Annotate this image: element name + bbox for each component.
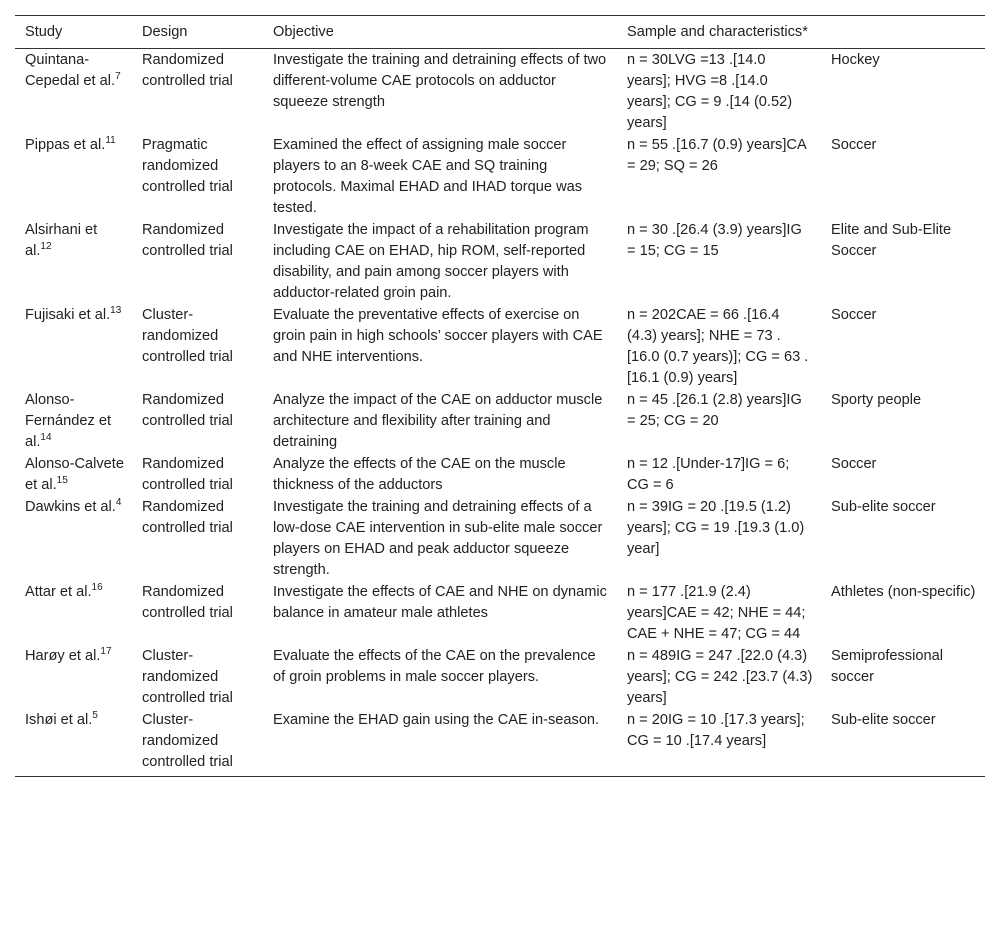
cell-design: Randomized controlled trial bbox=[142, 584, 233, 621]
cell-objective: Evaluate the effects of the CAE on the prevalence of groin problems in male soccer players. bbox=[273, 648, 596, 685]
cell-design: Randomized controlled trial bbox=[142, 456, 233, 493]
reference-number: 16 bbox=[91, 582, 103, 594]
cell-objective: Examine the EHAD gain using the CAE in-season. bbox=[273, 712, 600, 728]
study-name: Attar et al. bbox=[25, 584, 92, 600]
table-row bbox=[15, 134, 985, 219]
cell-design: Randomized controlled trial bbox=[142, 52, 233, 89]
cell-study bbox=[15, 49, 132, 135]
cell-objective: Evaluate the preventative effects of exercise on groin pain in high schools’ soccer players with CAE and NHE interventions. bbox=[273, 307, 603, 365]
cell-sample: n = 30 .[26.4 (3.9) years]IG = 15; CG = 15 bbox=[627, 222, 802, 259]
cell-sample: n = 39IG = 20 .[19.5 (1.2) years]; CG = 19 .[19.3 (1.0) year] bbox=[627, 499, 805, 557]
cell-population: Elite and Sub-Elite Soccer bbox=[831, 222, 952, 259]
cell-sample: n = 177 .[21.9 (2.4) years]CAE = 42; NHE = 44; CAE + NHE = 47; CG = 44 bbox=[627, 584, 806, 642]
cell-objective: Investigate the effects of CAE and NHE on dynamic balance in amateur male athletes bbox=[273, 584, 607, 621]
cell-objective: Investigate the training and detraining effects of a low-dose CAE intervention in sub-elite male soccer players on EHAD and peak adductor squeeze strength. bbox=[273, 499, 603, 578]
reference-number: 4 bbox=[115, 497, 122, 509]
cell-population: Sub-elite soccer bbox=[831, 712, 936, 728]
cell-study bbox=[15, 304, 132, 389]
cell-population: Sporty people bbox=[831, 392, 922, 408]
cell-population: Athletes (non-specific) bbox=[831, 584, 976, 600]
reference-number: 11 bbox=[105, 135, 116, 147]
table-row bbox=[15, 645, 985, 709]
header-row bbox=[15, 16, 985, 49]
cell-population: Soccer bbox=[831, 456, 877, 472]
cell-study bbox=[15, 581, 132, 645]
cell-study bbox=[15, 219, 132, 304]
reference-number: 14 bbox=[40, 432, 52, 444]
reference-number: 7 bbox=[115, 71, 121, 83]
study-name: Alonso-Calvete et al. bbox=[25, 456, 124, 493]
cell-objective: Examined the effect of assigning male soccer players to an 8-week CAE and SQ training protocols. Maximal EHAD and IHAD torque was tested. bbox=[273, 137, 583, 216]
cell-objective: Analyze the effects of the CAE on the muscle thickness of the adductors bbox=[273, 456, 566, 493]
cell-study bbox=[15, 645, 132, 709]
cell-sample: n = 45 .[26.1 (2.8) years]IG = 25; CG = 20 bbox=[627, 392, 802, 429]
studies-table bbox=[15, 15, 985, 777]
cell-design: Randomized controlled trial bbox=[142, 499, 233, 536]
cell-population: Sub-elite soccer bbox=[831, 499, 936, 515]
cell-sample: n = 12 .[Under-17]IG = 6; CG = 6 bbox=[627, 456, 790, 493]
table-row bbox=[15, 496, 985, 581]
cell-study bbox=[15, 453, 132, 496]
reference-number: 17 bbox=[100, 646, 112, 658]
cell-design: Randomized controlled trial bbox=[142, 392, 233, 429]
cell-study bbox=[15, 134, 132, 219]
table-row bbox=[15, 581, 985, 645]
table-row bbox=[15, 709, 985, 777]
header-study: Study bbox=[25, 24, 63, 40]
cell-sample: n = 202CAE = 66 .[16.4 (4.3) years]; NHE = 73 .[16.0 (0.7 years)]; CG = 63 .[16.1 (0.9) years] bbox=[627, 307, 809, 386]
reference-number: 13 bbox=[110, 305, 122, 317]
study-name: Pippas et al. bbox=[25, 137, 106, 153]
study-name: Fujisaki et al. bbox=[25, 307, 111, 323]
cell-design: Cluster-randomized controlled trial bbox=[142, 648, 233, 706]
header-sample: Sample and characteristics* bbox=[627, 24, 808, 40]
header-design: Design bbox=[142, 24, 188, 40]
study-name: Harøy et al. bbox=[25, 648, 101, 664]
cell-population: Hockey bbox=[831, 52, 880, 68]
table-row bbox=[15, 219, 985, 304]
cell-population: Soccer bbox=[831, 307, 877, 323]
cell-sample: n = 30LVG =13 .[14.0 years]; HVG =8 .[14.0 years]; CG = 9 .[14 (0.52) years] bbox=[627, 52, 793, 131]
cell-objective: Investigate the impact of a rehabilitation program including CAE on EHAD, hip ROM, self-reported disability, and pain among soccer players with adductor-related groin pain. bbox=[273, 222, 589, 301]
study-name: Dawkins et al. bbox=[25, 499, 116, 515]
cell-sample: n = 55 .[16.7 (0.9) years]CA = 29; SQ = 26 bbox=[627, 137, 806, 174]
cell-design: Randomized controlled trial bbox=[142, 222, 233, 259]
cell-population: Semiprofessional soccer bbox=[831, 648, 943, 685]
header-objective: Objective bbox=[273, 24, 334, 40]
table-body bbox=[15, 49, 985, 777]
reference-number: 15 bbox=[56, 475, 68, 487]
reference-number: 5 bbox=[92, 710, 98, 722]
cell-objective: Analyze the impact of the CAE on adductor muscle architecture and flexibility after training and detraining bbox=[273, 392, 603, 450]
table-row bbox=[15, 49, 985, 135]
cell-objective: Investigate the training and detraining effects of two different-volume CAE protocols on adductor squeeze strength bbox=[273, 52, 607, 110]
cell-sample: n = 489IG = 247 .[22.0 (4.3) years]; CG = 242 .[23.7 (4.3) years] bbox=[627, 648, 813, 706]
cell-design: Pragmatic randomized controlled trial bbox=[142, 137, 233, 195]
cell-sample: n = 20IG = 10 .[17.3 years]; CG = 10 .[17.4 years] bbox=[627, 712, 805, 749]
reference-number: 12 bbox=[40, 241, 52, 253]
study-name: Ishøi et al. bbox=[25, 712, 93, 728]
study-name: Alonso-Fernández et al. bbox=[25, 392, 111, 450]
cell-design: Cluster-randomized controlled trial bbox=[142, 712, 233, 770]
cell-design: Cluster-randomized controlled trial bbox=[142, 307, 233, 365]
table-row bbox=[15, 389, 985, 453]
study-name: Alsirhani et al. bbox=[25, 222, 98, 259]
cell-study bbox=[15, 389, 132, 453]
cell-population: Soccer bbox=[831, 137, 877, 153]
table-row bbox=[15, 453, 985, 496]
table-row bbox=[15, 304, 985, 389]
cell-study bbox=[15, 496, 132, 581]
cell-study bbox=[15, 709, 132, 777]
study-name: Quintana-Cepedal et al. bbox=[25, 52, 116, 89]
